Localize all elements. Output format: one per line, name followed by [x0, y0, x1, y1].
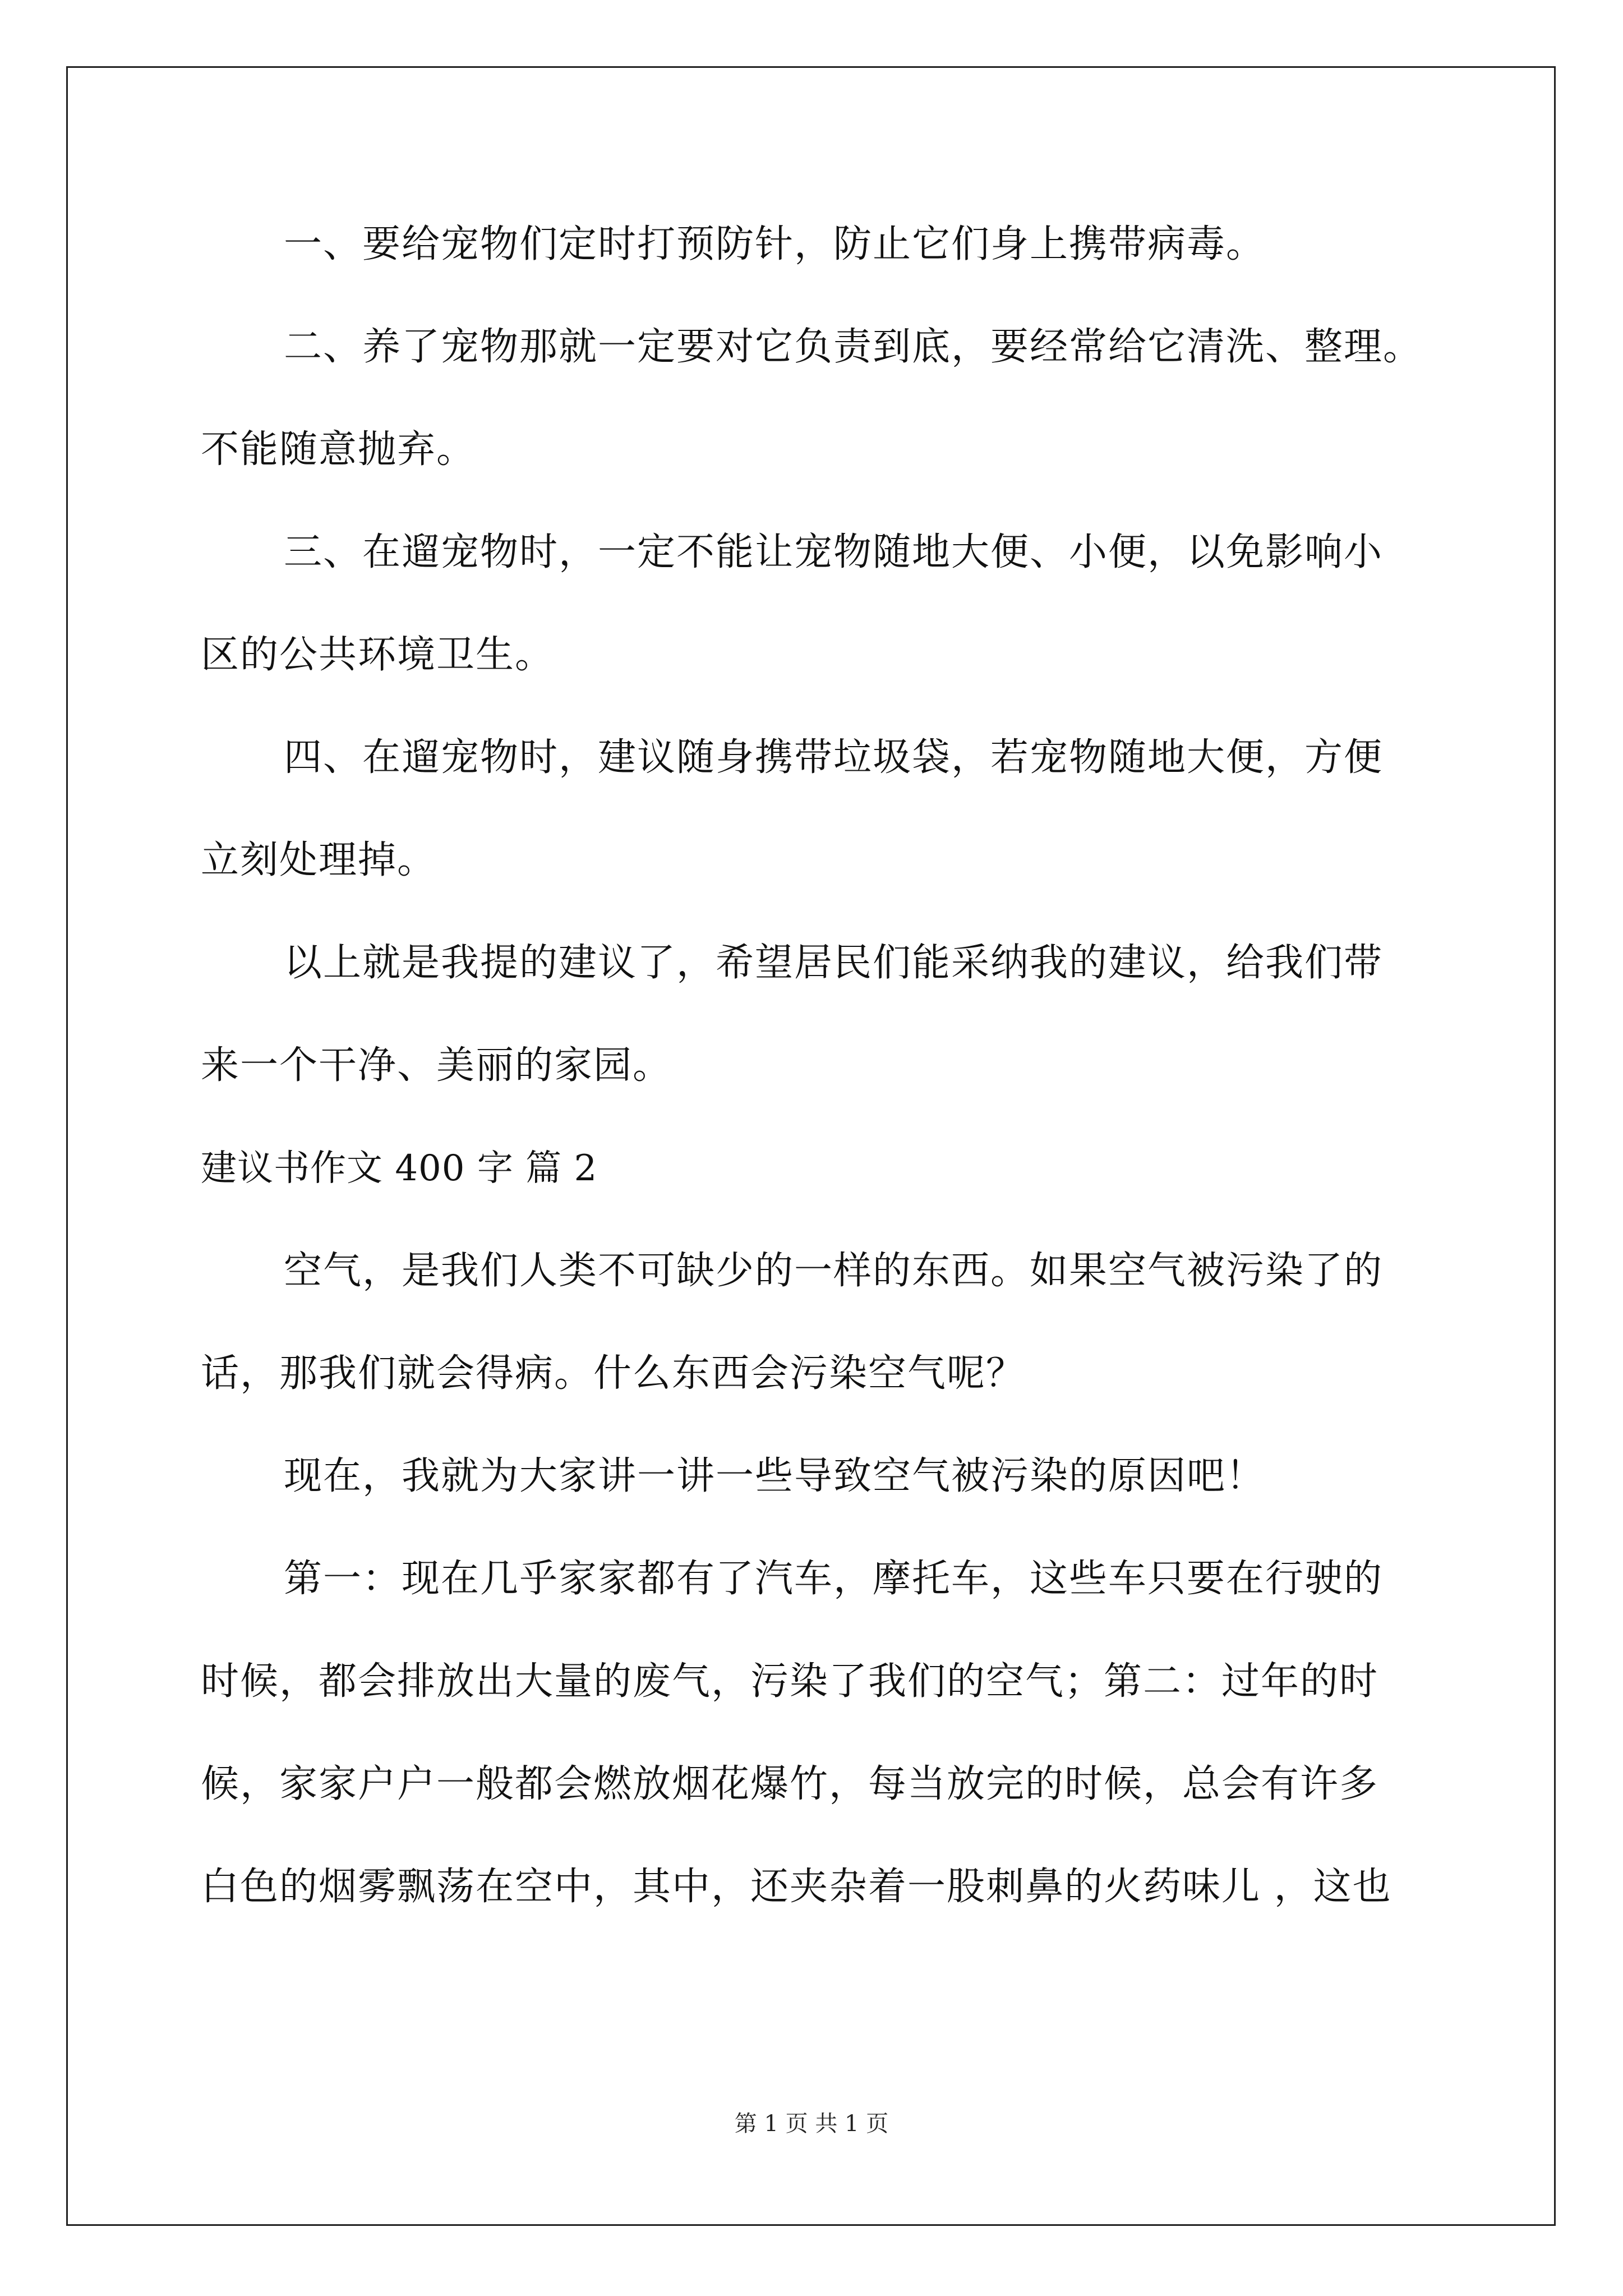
paragraph-line: 不能随意抛弃。: [201, 427, 476, 472]
paragraph-line: 立刻处理掉。: [201, 838, 437, 882]
paragraph-line: 三、在遛宠物时，一定不能让宠物随地大便、小便，以免影响小: [284, 530, 1384, 574]
paragraph-line: 时候，都会排放出大量的废气，污染了我们的空气；第二：过年的时: [201, 1659, 1379, 1704]
paragraph-line: 候，家家户户一般都会燃放烟花爆竹，每当放完的时候，总会有许多: [201, 1762, 1379, 1806]
page-number-footer: 第 1 页 共 1 页: [734, 2111, 889, 2137]
paragraph-line: 来一个干净、美丽的家园。: [201, 1043, 672, 1088]
paragraph-line: 第一：现在几乎家家都有了汽车，摩托车，这些车只要在行驶的: [284, 1557, 1384, 1601]
paragraph-line: 现在，我就为大家讲一讲一些导致空气被污染的原因吧！: [284, 1454, 1266, 1498]
paragraph-line: 四、在遛宠物时，建议随身携带垃圾袋，若宠物随地大便，方便: [284, 735, 1384, 780]
paragraph-line: 话，那我们就会得病。什么东西会污染空气呢？: [201, 1351, 1026, 1396]
paragraph-line: 以上就是我提的建议了，希望居民们能采纳我的建议，给我们带: [284, 941, 1384, 985]
section-heading: 建议书作文 400 字 篇 2: [201, 1148, 598, 1189]
paragraph-line: 二、养了宠物那就一定要对它负责到底，要经常给它清洗、整理。: [284, 325, 1423, 369]
paragraph-line: 一、要给宠物们定时打预防针，防止它们身上携带病毒。: [284, 222, 1266, 266]
paragraph-line: 区的公共环境卫生。: [201, 633, 555, 677]
paragraph-line: 空气，是我们人类不可缺少的一样的东西。如果空气被污染了的: [284, 1249, 1384, 1293]
paragraph-line: 白色的烟雾飘荡在空中，其中，还夹杂着一股刺鼻的火药味儿 ，这也: [201, 1865, 1392, 1909]
